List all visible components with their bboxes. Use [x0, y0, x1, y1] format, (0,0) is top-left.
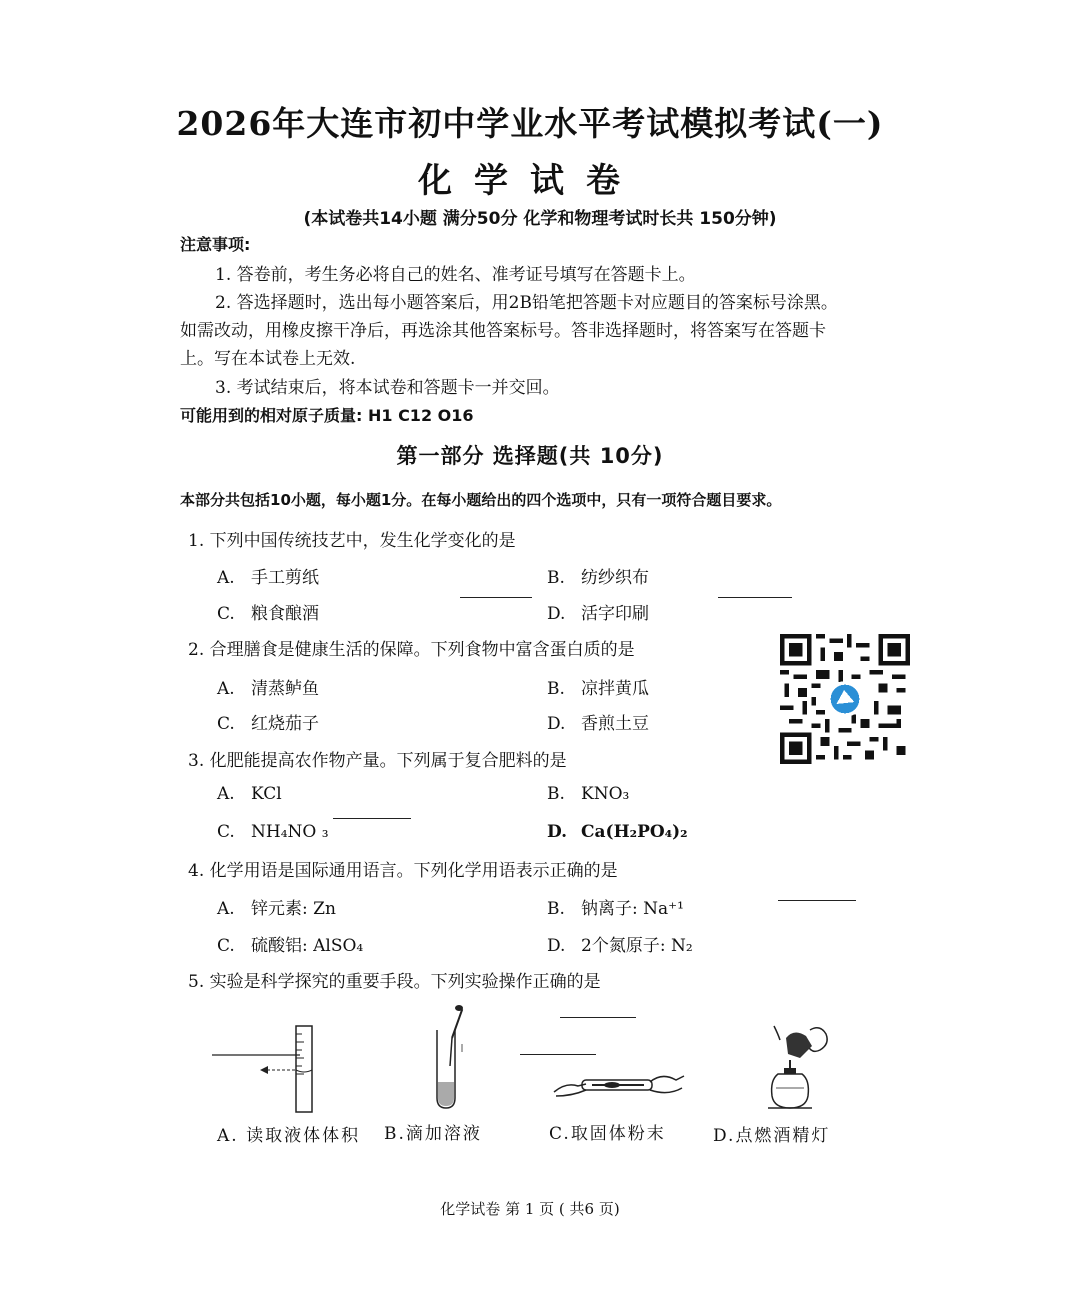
question-3-option-b [547, 784, 629, 804]
question-2-stem: 2. 合理膳食是健康生活的保障。下列食物中富含蛋白质的是 [188, 640, 635, 660]
option-letter: A. [217, 899, 235, 919]
notice-item-2-line-3: 上。写在本试卷上无效. [180, 349, 356, 369]
subject-title: 化学试卷 [418, 161, 642, 201]
option-letter: D. [713, 1126, 736, 1146]
question-4-option-a [217, 894, 336, 919]
notice-heading: 注意事项: [180, 235, 251, 254]
option-letter: D. [547, 604, 566, 624]
option-letter: B. [547, 899, 565, 919]
option-text: 读取液体体积 [246, 1126, 361, 1146]
option-letter: B. [547, 568, 565, 588]
option-letter: C. [217, 822, 235, 842]
question-3-option-d [547, 822, 688, 842]
exam-title: 2026年大连市初中学业水平考试模拟考试(一) [176, 104, 884, 143]
stray-pen-mark [718, 597, 792, 598]
option-letter: D. [547, 936, 566, 956]
option-text: 粮食酿酒 [251, 604, 319, 624]
option-text: 清蒸鲈鱼 [251, 679, 319, 699]
question-2-option-b [547, 674, 649, 699]
option-text: NH₄NO ₃ [251, 822, 329, 842]
question-1-option-a [217, 563, 319, 588]
caption-b [384, 1119, 482, 1144]
question-4-stem: 4. 化学用语是国际通用语言。下列化学用语表示正确的是 [188, 861, 618, 881]
option-text: 硫酸铝: AlSO₄ [251, 936, 364, 956]
question-4-option-c [217, 931, 363, 956]
question-1-option-b [547, 563, 649, 588]
question-4-option-d [547, 931, 693, 956]
option-text: Ca(H₂PO₄)₂ [581, 822, 688, 842]
option-text: KNO₃ [581, 784, 630, 804]
option-letter: B. [547, 679, 565, 699]
option-text: 红烧茄子 [251, 714, 319, 734]
option-letter: B. [384, 1124, 406, 1144]
option-letter: A. [217, 784, 235, 804]
option-text: 手工剪纸 [251, 568, 319, 588]
option-letter: B. [547, 784, 565, 804]
option-text: 钠离子: Na⁺¹ [581, 899, 684, 919]
question-3-stem: 3. 化肥能提高农作物产量。下列属于复合肥料的是 [188, 751, 567, 771]
option-text: 点燃酒精灯 [735, 1126, 831, 1146]
option-text: 活字印刷 [581, 604, 649, 624]
option-letter: C. [217, 714, 235, 734]
question-3-option-c [217, 822, 329, 842]
option-text: 滴加溶液 [405, 1124, 482, 1144]
notice-item-2-line-2: 如需改动，用橡皮擦干净后，再选涂其他答案标号。答非选择题时，将答案写在答题卡 [180, 321, 826, 341]
question-2-option-d [547, 709, 649, 734]
option-text: KCl [251, 784, 282, 804]
part-description: 本部分共包括10小题，每小题1分。在每小题给出的四个选项中，只有一项符合题目要求。 [180, 491, 782, 509]
caption-a [217, 1121, 360, 1146]
caption-c [549, 1119, 666, 1144]
option-text: 纺纱织布 [581, 568, 649, 588]
question-1-stem: 1. 下列中国传统技艺中，发生化学变化的是 [188, 531, 516, 551]
caption-d [713, 1121, 830, 1146]
option-letter: C. [217, 604, 235, 624]
atomic-mass-line: 可能用到的相对原子质量: H1 C12 O16 [180, 406, 474, 425]
notice-item-2-line-1: 2. 答选择题时，选出每小题答案后，用2B铅笔把答题卡对应题目的答案标号涂黑。 [215, 293, 838, 313]
stray-pen-mark [778, 900, 856, 901]
option-letter: D. [547, 714, 566, 734]
stray-pen-mark [560, 1017, 636, 1018]
question-4-option-b [547, 894, 684, 919]
option-text: 凉拌黄瓜 [581, 679, 649, 699]
qr-code [780, 634, 910, 764]
page-footer: 化学试卷 第 1 页 ( 共6 页) [440, 1200, 620, 1218]
stray-pen-mark [460, 597, 532, 598]
alcohol-lamp-illustration [750, 1024, 834, 1114]
powder-scoop-illustration [552, 1062, 688, 1106]
question-1-option-d [547, 599, 649, 624]
option-letter: A. [217, 568, 235, 588]
question-2-option-c [217, 709, 319, 734]
option-text: 锌元素: Zn [251, 899, 336, 919]
notice-item-3: 3. 考试结束后，将本试卷和答题卡一并交回。 [215, 378, 560, 398]
option-letter: C. [217, 936, 235, 956]
option-letter: A. [217, 679, 235, 699]
exam-info: (本试卷共14小题 满分50分 化学和物理考试时长共 150分钟) [303, 209, 777, 229]
question-5-stem: 5. 实验是科学探究的重要手段。下列实验操作正确的是 [188, 972, 601, 992]
dropper-test-tube-illustration [422, 1004, 482, 1114]
graduated-cylinder-illustration [212, 1024, 332, 1114]
stray-pen-mark [520, 1054, 596, 1055]
stray-pen-mark [333, 818, 411, 819]
option-letter: D. [547, 822, 568, 842]
option-text: 香煎土豆 [581, 714, 649, 734]
question-1-option-c [217, 599, 319, 624]
option-text: 2个氮原子: N₂ [581, 936, 693, 956]
question-2-option-a [217, 674, 319, 699]
notice-item-1: 1. 答卷前，考生务必将自己的姓名、准考证号填写在答题卡上。 [215, 265, 696, 285]
option-text: 取固体粉末 [570, 1124, 666, 1144]
option-letter: C. [549, 1124, 571, 1144]
question-3-option-a [217, 784, 282, 804]
part-title: 第一部分 选择题(共 10分) [396, 444, 664, 468]
option-letter: A. [217, 1126, 239, 1146]
